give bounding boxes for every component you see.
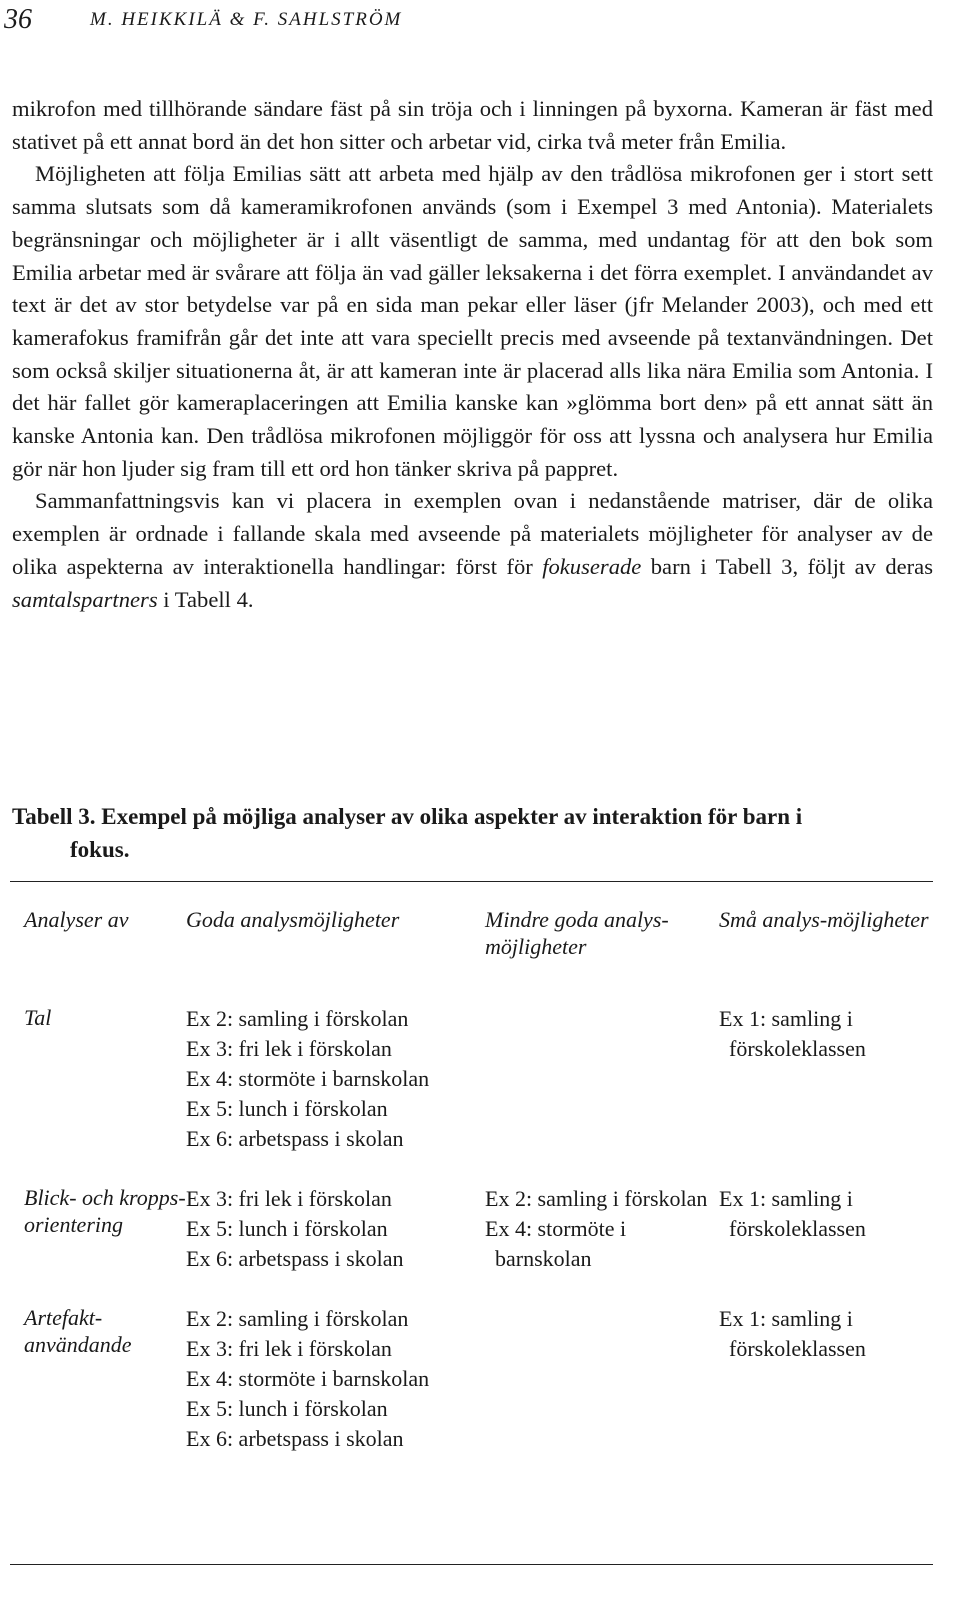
table-caption: Tabell 3. Exempel på möjliga analyser av olika aspekter av interaktion för barn i fokus. <box>12 804 803 862</box>
example-entry: Ex 3: fri lek i förskolan <box>186 1036 392 1061</box>
less-good-cell <box>485 1184 719 1274</box>
example-entry: Ex 5: lunch i förskolan <box>186 1216 388 1241</box>
small-cell <box>719 1004 929 1154</box>
row-label: Artefakt-användande <box>24 1305 132 1357</box>
example-entry: Ex 5: lunch i förskolan <box>186 1096 388 1121</box>
example-entry: Ex 3: fri lek i förskolan <box>186 1186 392 1211</box>
column-header: Analyser av <box>24 907 129 932</box>
table-top-rule <box>10 881 933 882</box>
row-label: Blick- och kropps-orientering <box>24 1185 186 1237</box>
example-entry: Ex 6: arbetspass i skolan <box>186 1426 404 1451</box>
column-header: Mindre goda analys-möjligheter <box>485 907 669 959</box>
table-header-row <box>24 906 929 960</box>
text-run: Sammanfattningsvis kan vi placera in exemplen ovan i nedanstående matriser, där de olika exemplen är ordnade i fallande skala med avseende på materialets möjligheter för analyser av de olika aspekterna av interaktionella handlingar: först för <box>12 488 933 579</box>
running-head: M. HEIKKILÄ & F. SAHLSTRÖM <box>90 9 403 30</box>
example-entry: Ex 4: stormöte i barnskolan <box>186 1066 430 1091</box>
table-row <box>24 1304 929 1454</box>
column-header: Goda analysmöjligheter <box>186 907 400 932</box>
example-entry: Ex 2: samling i förskolan <box>186 1006 409 1031</box>
good-cell <box>186 1304 485 1454</box>
example-entry: Ex 3: fri lek i förskolan <box>186 1336 392 1361</box>
good-cell <box>186 1004 485 1154</box>
analysis-table <box>24 906 929 1454</box>
italic-term: samtalspartners <box>12 586 158 612</box>
example-entry: Ex 4: stormöte i barnskolan <box>186 1366 430 1391</box>
table-row <box>24 1004 929 1154</box>
italic-term: fokuserade <box>542 553 642 579</box>
less-good-cell <box>485 1004 719 1154</box>
text-run: barn i Tabell 3, följt av deras <box>641 553 934 579</box>
row-label: Tal <box>24 1005 52 1030</box>
column-header: Små analys-möjligheter <box>719 907 929 932</box>
example-entry: Ex 2: samling i förskolan <box>186 1306 409 1331</box>
small-cell <box>719 1304 929 1454</box>
example-entry: Ex 1: samling i förskoleklassen <box>719 1306 866 1361</box>
small-cell <box>719 1184 929 1274</box>
good-cell <box>186 1184 485 1274</box>
example-entry: Ex 4: stormöte i barnskolan <box>485 1216 627 1271</box>
page-header <box>0 4 402 36</box>
paragraph <box>12 158 933 485</box>
less-good-cell <box>485 1304 719 1454</box>
text-run: i Tabell 4. <box>157 586 254 612</box>
example-entry: Ex 1: samling i förskoleklassen <box>719 1006 866 1061</box>
table-bottom-rule <box>10 1564 933 1565</box>
page-number: 36 <box>4 4 32 35</box>
example-entry: Ex 1: samling i förskoleklassen <box>719 1186 866 1241</box>
example-entry: Ex 6: arbetspass i skolan <box>186 1126 404 1151</box>
table-row <box>24 1184 929 1274</box>
paragraph: mikrofon med tillhörande sändare fäst på sin tröja och i linningen på byxorna. Kameran är fäst med stativet på ett annat bord än det hon sitter och arbetar vid, cirka två meter från Emilia. <box>12 96 933 154</box>
body-text <box>12 93 933 616</box>
example-entry: Ex 2: samling i förskolan <box>485 1186 708 1211</box>
example-entry: Ex 6: arbetspass i skolan <box>186 1246 404 1271</box>
text-run: Möjligheten att följa Emilias sätt att arbeta med hjälp av den trådlösa mikrofonen ger i stort sett samma slutsats som då kameramikrofonen används (som i Exempel 3 med Antonia). Materialets begränsningar och möjligheter är i allt väsentligt de samma, med undantag för att den bok som Emilia arbetar med är svårare att följa än vad gäller leksakerna i det förra exemplet. I användandet av text är det av stor betydelse var på en sida man pekar eller läser (jfr Melander 2003), och med ett kamerafokus framifrån går det inte att vara speciellt precis med avseende på textanvändningen. Det som också skiljer situationerna åt, är att kameran inte är placerad alls lika nära Emilia som Antonia. I det här fallet gör kameraplaceringen att Emilia kanske kan »glömma bort den» på ett annat sätt än kanske Antonia kan. Den trådlösa mikrofonen möjliggör för oss att lyssna och analysera hur Emilia gör när hon ljuder sig fram till ett ord hon tänker skriva på pappret. <box>12 161 933 481</box>
example-entry: Ex 5: lunch i förskolan <box>186 1396 388 1421</box>
paragraph <box>12 485 933 616</box>
